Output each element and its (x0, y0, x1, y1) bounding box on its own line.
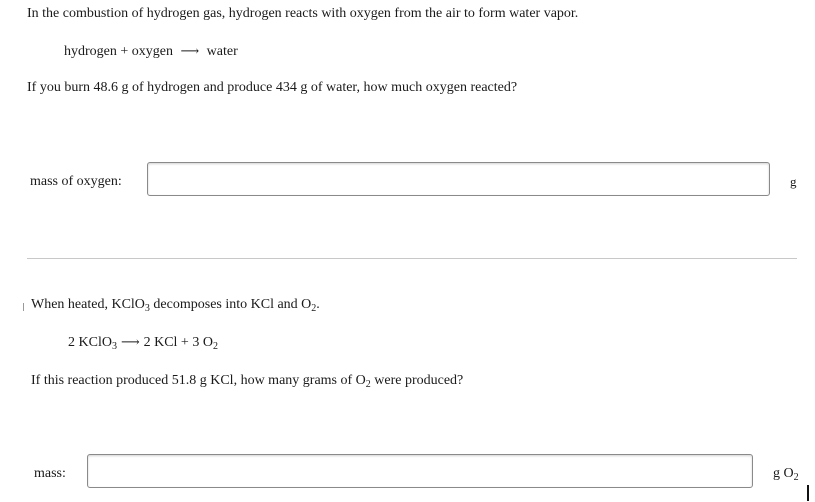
left-margin-mark (23, 303, 24, 311)
reactant-oxygen: oxygen (131, 44, 174, 59)
mass-input[interactable] (87, 454, 753, 488)
mass-unit (773, 466, 799, 482)
product-water: water (206, 44, 238, 59)
intro-text-mid: decomposes into KCl and O (149, 297, 312, 312)
question2-equation (68, 334, 218, 351)
intro-subscript-2: 2 (311, 303, 317, 314)
question-divider (27, 258, 797, 259)
question1-intro: In the combustion of hydrogen gas, hydrogen reacts with oxygen from the air to form water vapor. (27, 6, 579, 21)
equation-lhs-subscript: 3 (111, 341, 117, 352)
reaction-arrow-icon: ⟶ (180, 43, 200, 58)
question2-prompt-text: If this reaction produced 51.8 g KCl, how many grams of O (31, 373, 366, 388)
mass-of-oxygen-unit: g (790, 174, 797, 189)
intro-subscript-3: 3 (144, 303, 150, 314)
question2-intro (31, 297, 320, 313)
intro-text-kclo: When heated, KClO (31, 297, 145, 312)
equation-rhs-subscript: 2 (212, 341, 218, 352)
mass-unit-subscript: 2 (793, 472, 799, 483)
question1-equation (64, 43, 238, 60)
equation-rhs: 2 KCl + 3 O (143, 335, 213, 350)
intro-text-end: . (316, 297, 320, 312)
question2-prompt-end: were produced? (370, 373, 464, 388)
text-cursor-icon (807, 485, 809, 501)
question2-prompt (31, 373, 463, 389)
reactant-hydrogen: hydrogen (64, 44, 117, 59)
mass-label: mass: (34, 466, 66, 481)
plus-sign: + (120, 44, 129, 59)
reaction-arrow-icon: ⟶ (120, 334, 140, 349)
mass-of-oxygen-input[interactable] (147, 162, 770, 196)
question1-prompt: If you burn 48.6 g of hydrogen and produce 434 g of water, how much oxygen reacted? (27, 80, 518, 95)
equation-lhs: 2 KClO (68, 335, 112, 350)
mass-unit-text: g O (773, 466, 794, 481)
mass-of-oxygen-label: mass of oxygen: (30, 174, 122, 189)
question2-prompt-subscript: 2 (365, 379, 371, 390)
